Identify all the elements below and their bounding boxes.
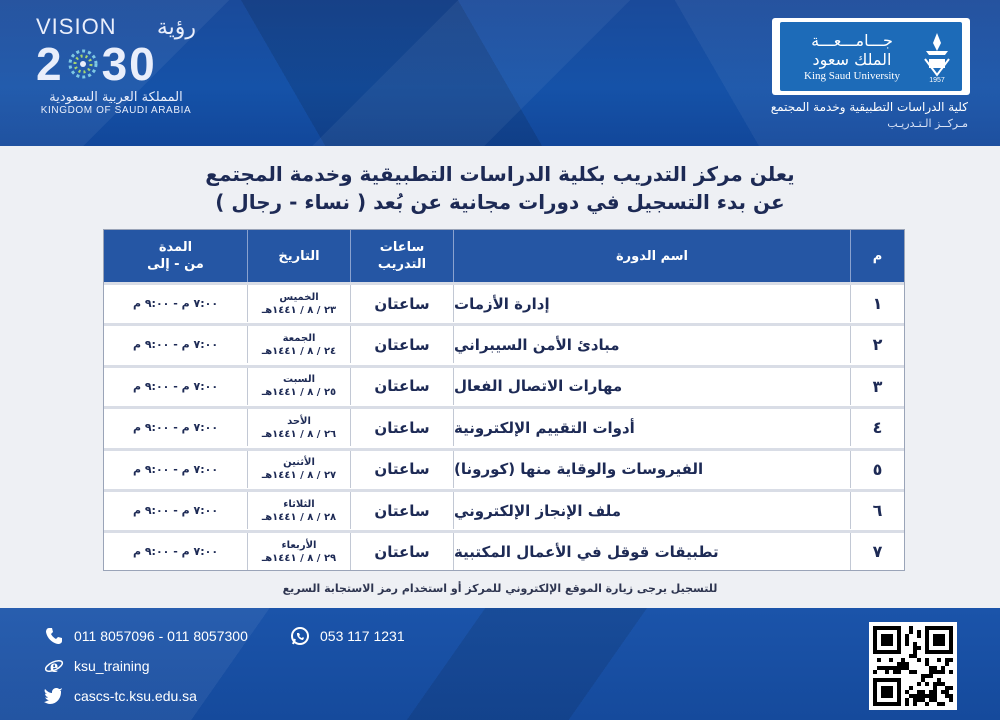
twitter-contact[interactable]: cascs-tc.ksu.edu.sa [44,686,197,706]
course-date [247,451,350,488]
table-row [104,365,904,405]
course-name: الفيروسات والوقاية منها (كورونا) [453,451,850,488]
row-number: ٤ [850,409,904,446]
vision-2030-logo [36,14,196,116]
course-name: أدوات التقييم الإلكترونية [453,409,850,446]
phone-contact[interactable]: 011 8057096 - 011 8057300 [44,626,248,646]
header-hours: ساعات التدريب [350,230,453,282]
vision-arabic: رؤية [156,14,196,40]
ksu-emblem-icon [918,29,956,85]
kingdom-arabic: المملكة العربية السعودية [49,90,183,105]
course-hours: ساعتان [350,409,453,446]
ksu-logo [772,18,970,95]
course-duration: ٧:٠٠ م - ٩:٠٠ م [132,545,219,559]
college-name: كلية الدراسات التطبيقية وخدمة المجتمع [770,100,968,114]
course-hours: ساعتان [350,368,453,405]
table-header [104,230,904,282]
header-num: م [850,230,904,282]
row-number: ٥ [850,451,904,488]
course-hijri-date: ٢٦ / ٨ / ١٤٤١هـ [261,428,337,440]
course-date [247,409,350,446]
phone-icon [44,626,64,646]
table-row [104,448,904,488]
course-duration: ٧:٠٠ م - ٩:٠٠ م [132,297,219,310]
emblem-year: 1957 [929,76,945,84]
headline-line-1: يعلن مركز التدريب بكلية الدراسات التطبيقية وخدمة المجتمع [205,162,795,186]
vision-year: 2 30 [36,38,157,90]
course-duration: ٧:٠٠ م - ٩:٠٠ م [132,462,219,476]
twitter-icon [44,686,64,706]
header-date: التاريخ [247,230,350,282]
course-hijri-date: ٢٤ / ٨ / ١٤٤١هـ [261,345,337,357]
registration-note: للتسجيل يرجى زيارة الموقع الإلكتروني للمركز أو استخدام رمز الاستجابة السريع [282,582,718,595]
course-day: الثلاثاء [283,498,315,510]
table-row [104,406,904,446]
course-name: مهارات الاتصال الفعال [453,368,850,405]
course-hijri-date: ٢٣ / ٨ / ١٤٤١هـ [261,304,337,316]
courses-table [103,229,905,571]
table-row [104,282,904,322]
course-duration: ٧:٠٠ م - ٩:٠٠ م [132,379,219,393]
whatsapp-contact[interactable]: 053 117 1231 [290,626,405,646]
course-date [247,326,350,363]
course-date [247,368,350,405]
headline-line-2: عن بدء التسجيل في دورات مجانية عن بُعد ( نساء - رجال ) [215,190,785,214]
course-hours: ساعتان [350,285,453,322]
course-duration: ٧:٠٠ م - ٩:٠٠ م [132,338,219,352]
course-date [247,533,350,570]
row-number: ١ [850,285,904,322]
vision-word: VISION [36,14,117,39]
qr-code[interactable] [869,622,957,710]
course-day: السبت [282,374,316,386]
course-duration: ٧:٠٠ م - ٩:٠٠ م [132,421,219,435]
course-day: الأربعاء [281,539,317,551]
qr-code-icon [873,626,953,706]
course-hijri-date: ٢٧ / ٨ / ١٤٤١هـ [261,470,337,482]
course-duration: ٧:٠٠ م - ٩:٠٠ م [132,504,219,517]
internet-explorer-icon [44,656,64,676]
whatsapp-icon [290,626,310,646]
table-row [104,323,904,363]
row-number: ٦ [850,492,904,529]
kingdom-english: KINGDOM OF SAUDI ARABIA [40,105,192,116]
course-name: مبادئ الأمن السيبراني [453,326,850,363]
course-hours: ساعتان [350,492,453,529]
row-number: ٢ [850,326,904,363]
announcement-heading [0,160,1000,216]
course-date [247,285,350,322]
university-arabic-2: الملك سعود [812,49,892,69]
website-contact[interactable]: e ksu_training [44,656,150,676]
vision-star-icon [66,47,100,81]
course-name: تطبيقات قوقل في الأعمال المكتبية [453,533,850,570]
course-hijri-date: ٢٨ / ٨ / ١٤٤١هـ [261,511,337,523]
university-arabic-1: جـــامـــعـــة [811,30,893,50]
footer-banner [0,608,1000,720]
course-day: الخميس [279,291,319,303]
course-name: إدارة الأزمات [453,285,850,322]
course-day: الأحد [287,415,311,427]
header-duration: المدة من - إلى [147,240,204,272]
header-course-name: اسم الدورة [453,230,850,282]
course-hours: ساعتان [350,451,453,488]
university-english: King Saud University [804,69,900,82]
svg-text:e: e [50,656,58,676]
course-hijri-date: ٢٥ / ٨ / ١٤٤١هـ [261,387,337,399]
course-day: الأثنين [283,457,315,469]
course-date [247,492,350,529]
row-number: ٣ [850,368,904,405]
course-hours: ساعتان [350,533,453,570]
course-day: الجمعة [282,332,316,344]
course-hijri-date: ٢٩ / ٨ / ١٤٤١هـ [261,552,337,564]
header-banner [0,0,1000,146]
table-row [104,489,904,529]
center-name: مـركــز الـتـدريـب [887,117,968,130]
row-number: ٧ [850,533,904,570]
course-hours: ساعتان [350,326,453,363]
table-row [104,530,904,570]
course-name: ملف الإنجاز الإلكتروني [453,492,850,529]
